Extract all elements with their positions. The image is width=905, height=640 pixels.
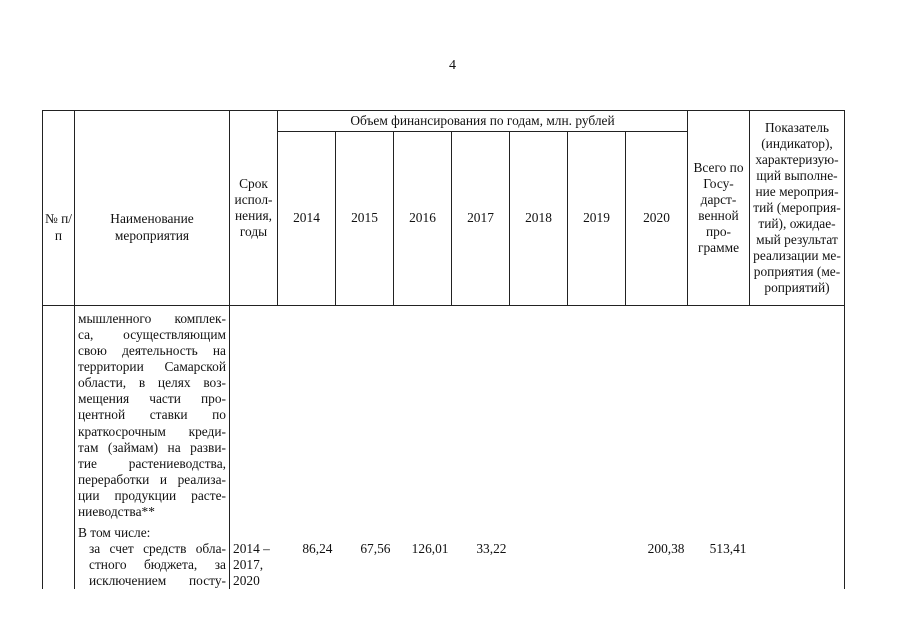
indicator-cell	[750, 440, 845, 456]
period-cell	[230, 343, 278, 359]
indicator-cell	[750, 541, 845, 557]
table-row	[43, 472, 845, 488]
funding-cells	[278, 456, 688, 472]
value-2020	[626, 557, 688, 573]
funding-cells	[278, 327, 688, 343]
period-cell	[230, 504, 278, 520]
header-funding-group: Объем финансирования по годам, млн. рублей	[278, 111, 688, 132]
value-2014	[278, 573, 336, 589]
table-row	[43, 504, 845, 520]
total-cell	[688, 343, 750, 359]
header-period: Срок испол-нения, годы	[230, 111, 278, 306]
period-cell	[230, 311, 278, 327]
description-line: са, осуществляющим	[75, 327, 230, 343]
index-cell	[43, 407, 75, 423]
funding-table	[42, 110, 845, 589]
header-year: 2018	[510, 132, 568, 306]
table-row	[43, 541, 845, 557]
header-year: 2020	[626, 132, 688, 306]
total-cell	[688, 311, 750, 327]
page-number: 4	[449, 58, 456, 73]
value-2020: 200,38	[647, 541, 685, 557]
index-cell	[43, 456, 75, 472]
period-cell	[230, 488, 278, 504]
value-2018	[510, 557, 568, 573]
period-line: 2020	[230, 573, 278, 589]
indicator-cell	[750, 343, 845, 359]
table-row	[43, 311, 845, 327]
value-2019	[568, 557, 626, 573]
period-cell	[230, 375, 278, 391]
indicator-cell	[750, 472, 845, 488]
indicator-cell	[750, 525, 845, 541]
header-year: 2014	[278, 132, 336, 306]
indicator-cell	[750, 488, 845, 504]
funding-cells	[278, 472, 688, 488]
funding-cells	[278, 359, 688, 375]
total-cell	[688, 407, 750, 423]
funding-cells	[278, 375, 688, 391]
total-cell	[688, 440, 750, 456]
header-year: 2019	[568, 132, 626, 306]
index-cell	[43, 391, 75, 407]
value-2016	[394, 557, 452, 573]
description-line: краткосрочным креди-	[75, 424, 230, 440]
description-line: там (займам) на разви-	[75, 440, 230, 456]
description-line: области, в целях воз-	[75, 375, 230, 391]
total-cell	[688, 375, 750, 391]
funding-cells	[278, 504, 688, 520]
value-2020	[626, 573, 688, 589]
indicator-cell	[750, 375, 845, 391]
period-cell	[230, 472, 278, 488]
header-index: № п/п	[43, 111, 75, 306]
index-cell	[43, 424, 75, 440]
total-cell	[688, 488, 750, 504]
indicator-cell	[750, 504, 845, 520]
indicator-cell	[750, 424, 845, 440]
table-row	[43, 407, 845, 423]
regional-name-line: исключением посту-	[75, 573, 230, 589]
table-row	[43, 327, 845, 343]
index-cell	[43, 375, 75, 391]
funding-cells	[278, 424, 688, 440]
table-header	[43, 111, 845, 306]
period-cell	[230, 440, 278, 456]
period-cell	[230, 525, 278, 541]
index-cell	[43, 359, 75, 375]
funding-cells	[278, 488, 688, 504]
funding-cells	[278, 343, 688, 359]
index-cell	[43, 343, 75, 359]
value-2016: 126,01	[411, 541, 449, 557]
description-line: ниеводства**	[75, 504, 230, 520]
total-cell	[688, 472, 750, 488]
period-cell	[230, 327, 278, 343]
value-2015	[336, 573, 394, 589]
header-total: Всего по Госу-дарст-венной про-грамме	[688, 111, 750, 306]
regional-name-line: стного бюджета, за	[75, 557, 230, 573]
description-line: мещения части про-	[75, 391, 230, 407]
total-cell	[688, 504, 750, 520]
index-cell	[43, 472, 75, 488]
table-row	[43, 343, 845, 359]
indicator-cell	[750, 359, 845, 375]
index-cell	[43, 525, 75, 541]
description-line: переработки и реализа-	[75, 472, 230, 488]
funding-cells	[278, 391, 688, 407]
value-2015	[336, 557, 394, 573]
table-row	[43, 573, 845, 589]
total-cell	[688, 327, 750, 343]
value-2014: 86,24	[302, 541, 333, 557]
total-cell	[688, 525, 750, 541]
indicator-cell	[750, 557, 845, 573]
table-row	[43, 440, 845, 456]
description-line: ции продукции расте-	[75, 488, 230, 504]
total-value	[688, 557, 750, 573]
total-value: 513,41	[709, 541, 747, 557]
index-cell	[43, 488, 75, 504]
regional-name-line: за счет средств обла-	[75, 541, 230, 557]
index-cell	[43, 541, 75, 557]
value-2017: 33,22	[476, 541, 507, 557]
index-cell	[43, 327, 75, 343]
period-cell	[230, 456, 278, 472]
period-cell	[230, 359, 278, 375]
value-2017	[452, 573, 510, 589]
total-cell	[688, 456, 750, 472]
including-label: В том числе:	[75, 525, 230, 541]
table-row	[43, 557, 845, 573]
description-line: центной ставки по	[75, 407, 230, 423]
header-name: Наименование мероприятия	[75, 111, 230, 306]
period-cell	[230, 407, 278, 423]
index-cell	[43, 440, 75, 456]
total-value	[688, 573, 750, 589]
funding-cells	[278, 407, 688, 423]
total-cell	[688, 424, 750, 440]
header-year: 2017	[452, 132, 510, 306]
header-indicator: Показатель (индикатор), характеризую-щий выполне-ние мероприя-тий (мероприя-тий), ожидае-мый результат реализации ме-роприятия (ме-роприятий)	[750, 111, 845, 306]
period-cell	[230, 391, 278, 407]
table-row	[43, 424, 845, 440]
description-line: свою деятельность на	[75, 343, 230, 359]
table-row	[43, 375, 845, 391]
indicator-cell	[750, 327, 845, 343]
value-2018	[510, 573, 568, 589]
total-cell	[688, 359, 750, 375]
value-2016	[394, 573, 452, 589]
value-2015: 67,56	[360, 541, 391, 557]
indicator-cell	[750, 311, 845, 327]
funding-cells	[278, 311, 688, 327]
value-2018	[510, 541, 568, 557]
value-2014	[278, 557, 336, 573]
table-row	[43, 525, 845, 541]
table-row	[43, 359, 845, 375]
index-cell	[43, 311, 75, 327]
value-2019	[568, 573, 626, 589]
table-row	[43, 488, 845, 504]
indicator-cell	[750, 391, 845, 407]
total-cell	[688, 391, 750, 407]
table-body	[43, 306, 845, 590]
description-line: тие растениеводства,	[75, 456, 230, 472]
table-row	[43, 456, 845, 472]
indicator-cell	[750, 456, 845, 472]
header-year: 2016	[394, 132, 452, 306]
funding-cells	[278, 440, 688, 456]
period-line: 2014 –	[230, 541, 278, 557]
description-line: территории Самарской	[75, 359, 230, 375]
index-cell	[43, 557, 75, 573]
funding-cells	[278, 525, 688, 541]
value-2019	[568, 541, 626, 557]
period-cell	[230, 424, 278, 440]
index-cell	[43, 573, 75, 589]
indicator-cell	[750, 407, 845, 423]
value-2017	[452, 557, 510, 573]
table-row	[43, 391, 845, 407]
header-year: 2015	[336, 132, 394, 306]
description-line: мышленного комплек-	[75, 311, 230, 327]
period-line: 2017,	[230, 557, 278, 573]
index-cell	[43, 504, 75, 520]
indicator-cell	[750, 573, 845, 589]
